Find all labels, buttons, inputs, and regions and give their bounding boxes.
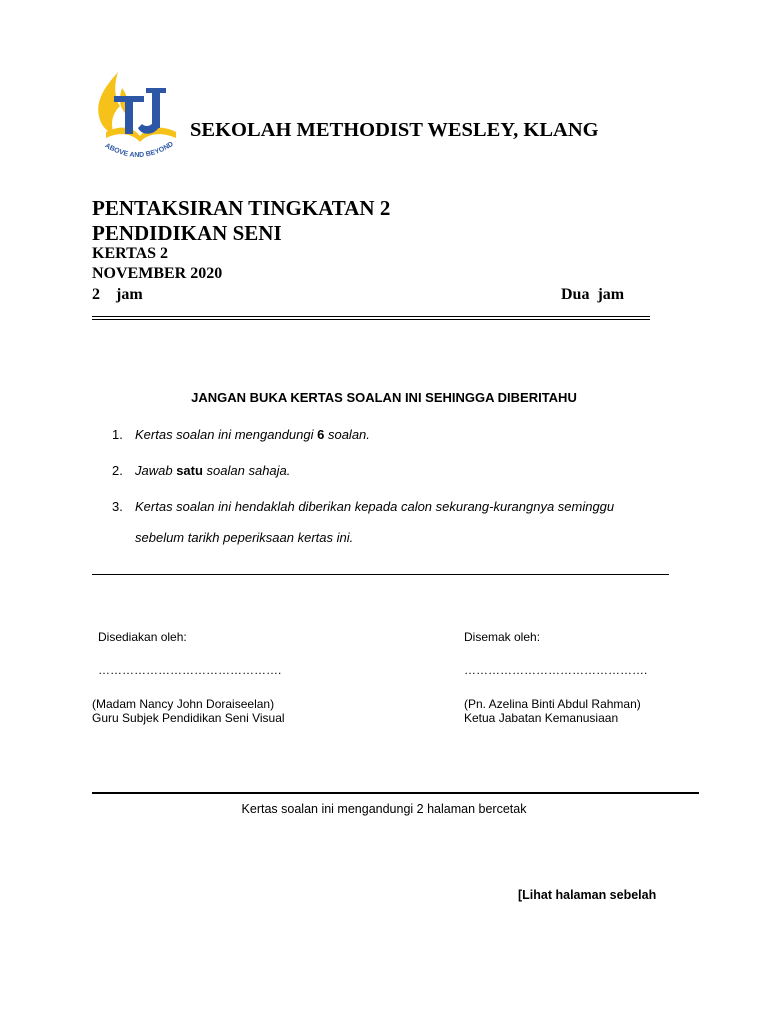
duration-unit: jam xyxy=(116,286,143,303)
school-name: SEKOLAH METHODIST WESLEY, KLANG xyxy=(190,119,599,141)
prepared-by-role: Guru Subjek Pendidikan Seni Visual xyxy=(92,711,285,725)
instruction-number: 2. xyxy=(112,463,123,478)
header-rule-bottom xyxy=(92,319,650,320)
instruction-number: 3. xyxy=(112,499,123,514)
page-count-note: Kertas soalan ini mengandungi 2 halaman bercetak xyxy=(241,802,527,816)
prepared-by-label: Disediakan oleh: xyxy=(98,630,187,644)
exam-date: NOVEMBER 2020 xyxy=(92,265,223,282)
warning-heading: JANGAN BUKA KERTAS SOALAN INI SEHINGGA DIBERITAHU xyxy=(191,390,577,405)
duration-words: Dua jam xyxy=(561,286,625,303)
footer-rule xyxy=(92,792,699,794)
instruction-item-line1: Kertas soalan ini hendaklah diberikan kepada calon sekurang-kurangnya seminggu xyxy=(135,499,615,514)
exam-title: PENTAKSIRAN TINGKATAN 2 xyxy=(92,196,391,220)
header-rule-top xyxy=(92,316,650,317)
svg-text:ABOVE AND BEYOND xyxy=(104,141,175,159)
school-logo xyxy=(92,68,184,170)
checked-by-role: Ketua Jabatan Kemanusiaan xyxy=(464,711,619,725)
instruction-item: Kertas soalan ini mengandungi 6 soalan. xyxy=(135,427,370,442)
checked-by-signature-line: ………………………………………. xyxy=(464,663,648,677)
checked-by-label: Disemak oleh: xyxy=(464,630,541,644)
section-divider xyxy=(92,574,669,575)
logo-motto: ABOVE AND BEYOND xyxy=(103,140,175,160)
instruction-item-line2: sebelum tarikh peperiksaan kertas ini. xyxy=(135,530,354,545)
instruction-item: Jawab satu soalan sahaja. xyxy=(135,463,291,478)
exam-subject: PENDIDIKAN SENI xyxy=(92,221,282,245)
next-page-note: [Lihat halaman sebelah xyxy=(518,888,657,902)
prepared-by-signature-line: ………………………………………. xyxy=(98,663,282,677)
duration-number: 2 xyxy=(92,286,100,303)
instruction-number: 1. xyxy=(112,427,123,442)
checked-by-name: (Pn. Azelina Binti Abdul Rahman) xyxy=(464,697,641,711)
prepared-by-name: (Madam Nancy John Doraiseelan) xyxy=(92,697,275,711)
exam-paper: KERTAS 2 xyxy=(92,245,169,262)
